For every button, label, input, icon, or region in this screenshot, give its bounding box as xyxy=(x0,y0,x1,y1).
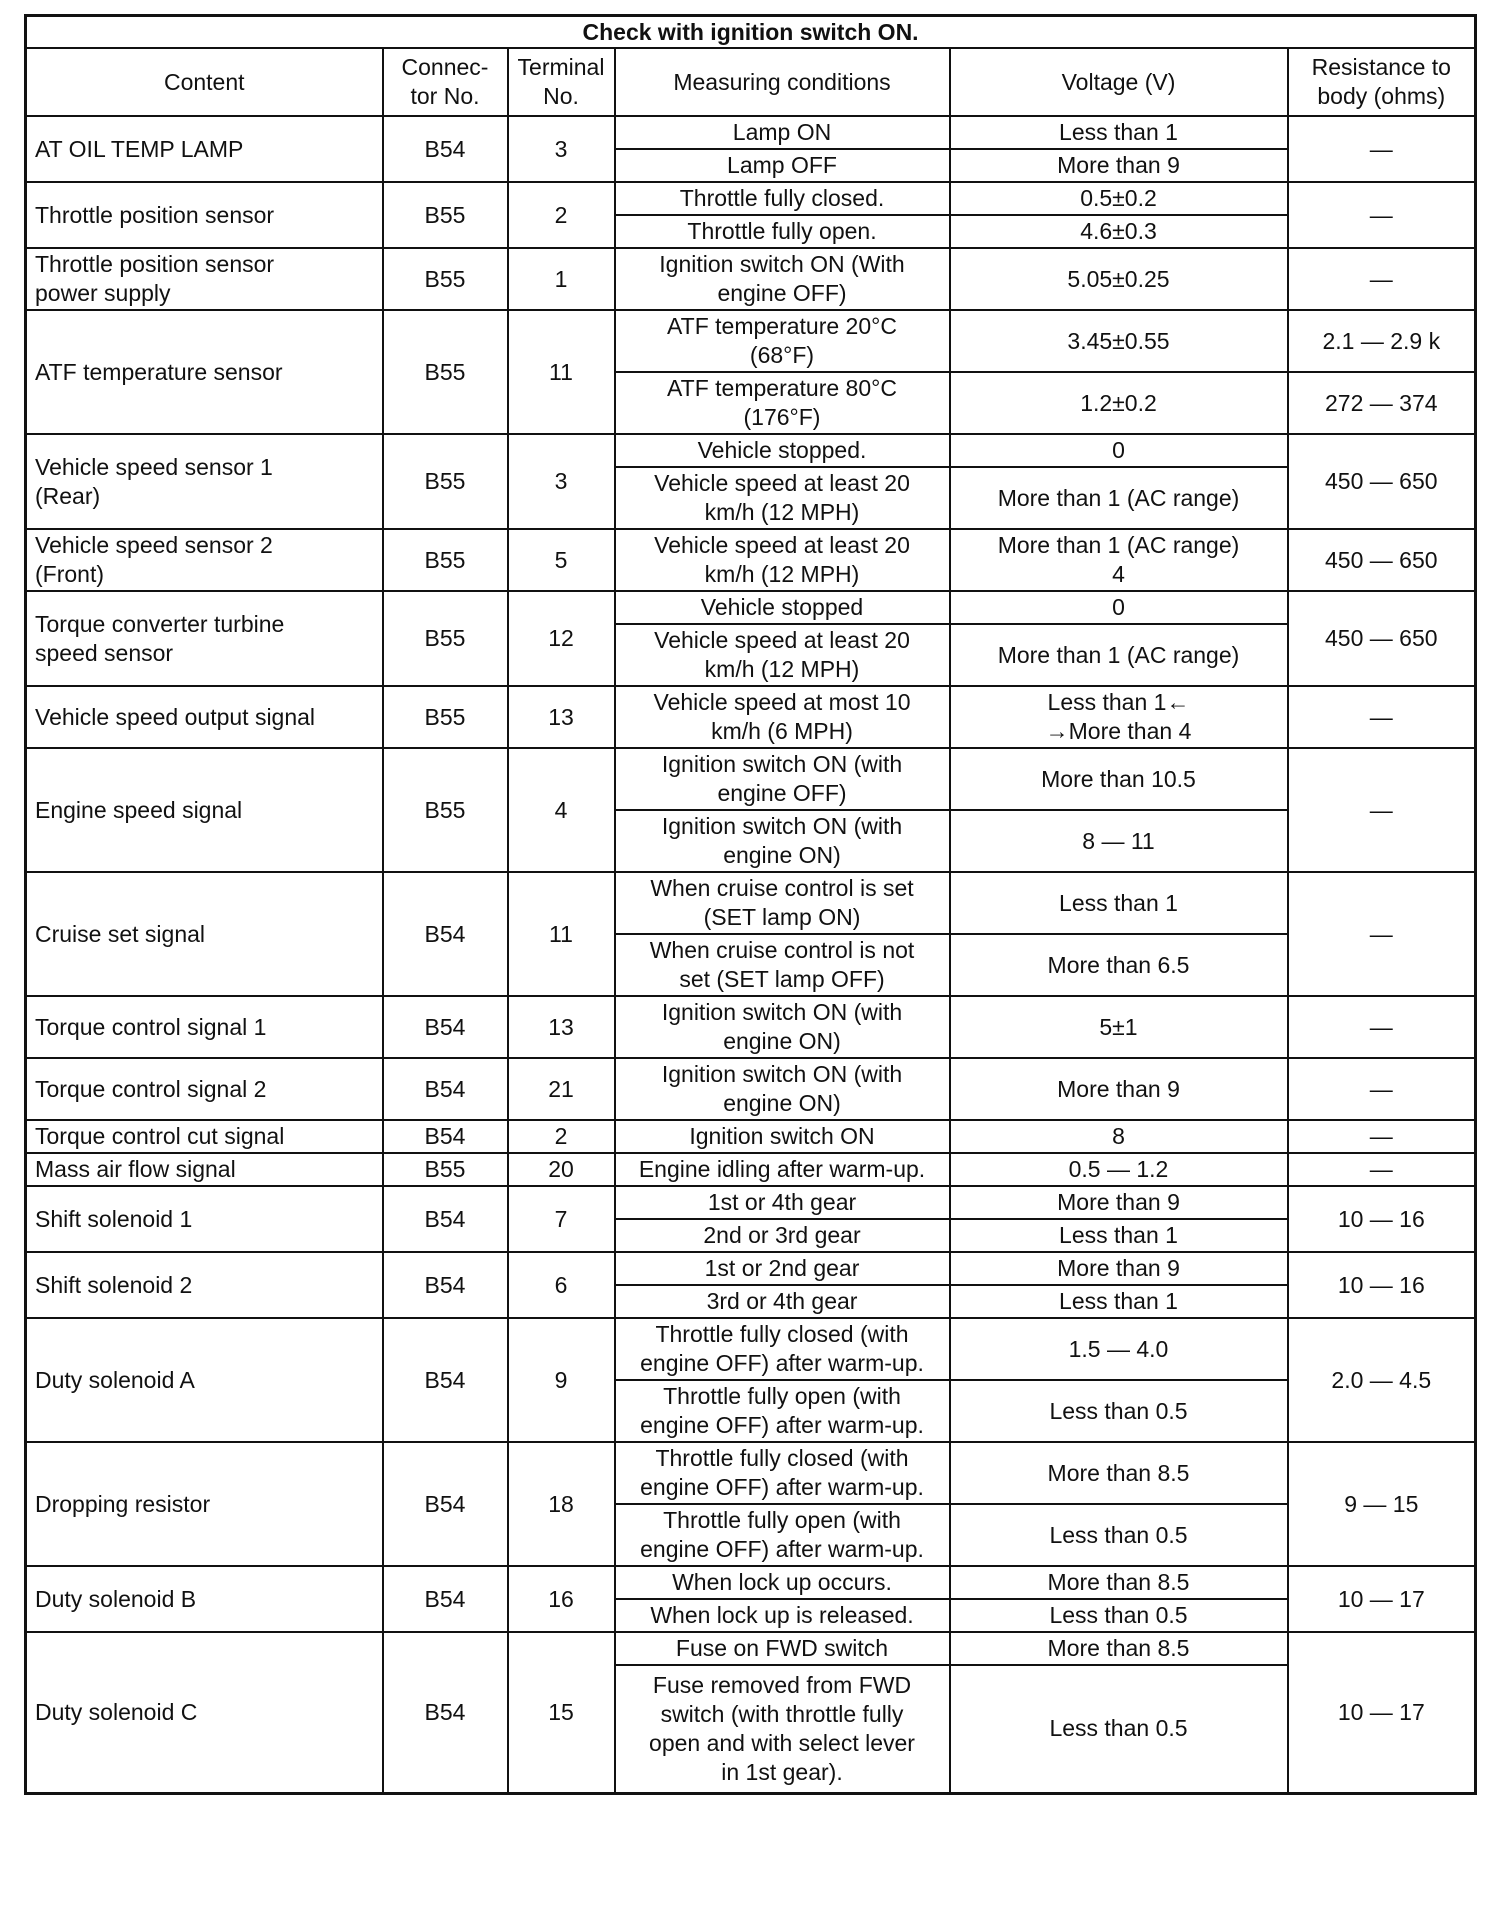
terminal-cell: 6 xyxy=(508,1252,615,1318)
table-row xyxy=(26,1632,1476,1665)
resistance-cell: 2.0 — 4.5 xyxy=(1288,1318,1476,1442)
voltage-cell: 8 xyxy=(950,1120,1288,1153)
content-cell: Torque control cut signal xyxy=(26,1120,383,1153)
header-connector-label: Connec- tor No. xyxy=(401,54,489,109)
condition-cell: Lamp OFF xyxy=(615,149,950,182)
content-cell: Torque control signal 1 xyxy=(26,996,383,1058)
table-row xyxy=(26,1153,1476,1186)
table-row xyxy=(26,591,1476,624)
content-cell: Dropping resistor xyxy=(26,1442,383,1566)
content-cell: Engine speed signal xyxy=(26,748,383,872)
condition-cell: Ignition switch ON (With engine OFF) xyxy=(615,248,950,310)
content-cell: Vehicle speed output signal xyxy=(26,686,383,748)
condition-cell: Throttle fully closed. xyxy=(615,182,950,215)
header-content xyxy=(26,48,383,116)
resistance-cell: — xyxy=(1288,748,1476,872)
terminal-cell: 3 xyxy=(508,434,615,529)
connector-cell: B54 xyxy=(383,1186,508,1252)
terminal-cell: 2 xyxy=(508,182,615,248)
resistance-cell: — xyxy=(1288,1058,1476,1120)
terminal-cell: 4 xyxy=(508,748,615,872)
header-resistance xyxy=(1288,48,1476,116)
header-connector xyxy=(383,48,508,116)
resistance-cell: 10 — 16 xyxy=(1288,1252,1476,1318)
condition-cell: Vehicle speed at most 10 km/h (6 MPH) xyxy=(615,686,950,748)
condition-cell: Throttle fully open. xyxy=(615,215,950,248)
content-cell: Throttle position sensor xyxy=(26,182,383,248)
terminal-cell: 16 xyxy=(508,1566,615,1632)
connector-cell: B54 xyxy=(383,1058,508,1120)
resistance-cell: — xyxy=(1288,116,1476,182)
header-conditions-label: Measuring conditions xyxy=(673,68,891,95)
voltage-cell: 5±1 xyxy=(950,996,1288,1058)
voltage-cell: More than 9 xyxy=(950,1186,1288,1219)
condition-cell: Vehicle speed at least 20 km/h (12 MPH) xyxy=(615,624,950,686)
header-terminal-label: Terminal No. xyxy=(517,54,605,109)
terminal-cell: 7 xyxy=(508,1186,615,1252)
content-cell: Throttle position sensor power supply xyxy=(26,248,383,310)
resistance-cell: — xyxy=(1288,996,1476,1058)
connector-cell: B54 xyxy=(383,1566,508,1632)
condition-cell: Vehicle stopped. xyxy=(615,434,950,467)
content-cell: Duty solenoid C xyxy=(26,1632,383,1793)
condition-cell: ATF temperature 80°C (176°F) xyxy=(615,372,950,434)
terminal-cell: 20 xyxy=(508,1153,615,1186)
condition-cell: 3rd or 4th gear xyxy=(615,1285,950,1318)
resistance-cell: 450 — 650 xyxy=(1288,591,1476,686)
connector-cell: B54 xyxy=(383,1318,508,1442)
table-row xyxy=(26,529,1476,591)
condition-cell: When lock up occurs. xyxy=(615,1566,950,1599)
table-row xyxy=(26,434,1476,467)
resistance-cell: — xyxy=(1288,872,1476,996)
resistance-cell: 10 — 17 xyxy=(1288,1566,1476,1632)
condition-cell: Vehicle stopped xyxy=(615,591,950,624)
condition-cell: Vehicle speed at least 20 km/h (12 MPH) xyxy=(615,529,950,591)
resistance-cell: 450 — 650 xyxy=(1288,434,1476,529)
voltage-cell: 8 — 11 xyxy=(950,810,1288,872)
voltage-cell: Less than 1 xyxy=(950,116,1288,149)
voltage-cell: Less than 0.5 xyxy=(950,1599,1288,1632)
table-row xyxy=(26,116,1476,149)
voltage-cell: Less than 1← →More than 4 xyxy=(950,686,1288,748)
resistance-cell: — xyxy=(1288,686,1476,748)
connector-cell: B55 xyxy=(383,248,508,310)
header-conditions xyxy=(615,48,950,116)
spec-table-container xyxy=(24,14,1474,1795)
content-cell: Duty solenoid A xyxy=(26,1318,383,1442)
voltage-cell: 1.2±0.2 xyxy=(950,372,1288,434)
voltage-cell: More than 8.5 xyxy=(950,1566,1288,1599)
voltage-cell: More than 10.5 xyxy=(950,748,1288,810)
terminal-cell: 11 xyxy=(508,872,615,996)
condition-cell: Throttle fully closed (with engine OFF) after warm-up. xyxy=(615,1442,950,1504)
connector-cell: B54 xyxy=(383,1632,508,1793)
condition-cell: Ignition switch ON (with engine ON) xyxy=(615,996,950,1058)
header-voltage xyxy=(950,48,1288,116)
connector-cell: B55 xyxy=(383,1153,508,1186)
table-row xyxy=(26,182,1476,215)
voltage-cell: 4.6±0.3 xyxy=(950,215,1288,248)
connector-cell: B55 xyxy=(383,591,508,686)
condition-cell: Ignition switch ON xyxy=(615,1120,950,1153)
connector-cell: B55 xyxy=(383,434,508,529)
resistance-cell: — xyxy=(1288,1153,1476,1186)
condition-cell: Throttle fully open (with engine OFF) after warm-up. xyxy=(615,1504,950,1566)
header-voltage-label: Voltage (V) xyxy=(1061,68,1176,95)
content-cell: AT OIL TEMP LAMP xyxy=(26,116,383,182)
spec-table xyxy=(24,14,1477,1795)
content-cell: Vehicle speed sensor 2 (Front) xyxy=(26,529,383,591)
voltage-cell: 0 xyxy=(950,591,1288,624)
table-row xyxy=(26,872,1476,934)
terminal-cell: 21 xyxy=(508,1058,615,1120)
condition-cell: Vehicle speed at least 20 km/h (12 MPH) xyxy=(615,467,950,529)
condition-cell: When cruise control is not set (SET lamp OFF) xyxy=(615,934,950,996)
connector-cell: B54 xyxy=(383,996,508,1058)
connector-cell: B55 xyxy=(383,182,508,248)
connector-cell: B54 xyxy=(383,872,508,996)
condition-cell: 1st or 2nd gear xyxy=(615,1252,950,1285)
resistance-cell: — xyxy=(1288,1120,1476,1153)
terminal-cell: 15 xyxy=(508,1632,615,1793)
condition-cell: Ignition switch ON (with engine ON) xyxy=(615,810,950,872)
resistance-cell: — xyxy=(1288,248,1476,310)
terminal-cell: 2 xyxy=(508,1120,615,1153)
voltage-cell: More than 8.5 xyxy=(950,1442,1288,1504)
connector-cell: B54 xyxy=(383,1120,508,1153)
content-cell: Shift solenoid 1 xyxy=(26,1186,383,1252)
condition-cell: 1st or 4th gear xyxy=(615,1186,950,1219)
voltage-cell: More than 1 (AC range) xyxy=(950,467,1288,529)
condition-cell: Throttle fully open (with engine OFF) after warm-up. xyxy=(615,1380,950,1442)
voltage-cell: Less than 1 xyxy=(950,872,1288,934)
voltage-cell: More than 9 xyxy=(950,149,1288,182)
table-row xyxy=(26,996,1476,1058)
table-title: Check with ignition switch ON. xyxy=(26,16,1476,49)
voltage-cell: More than 9 xyxy=(950,1252,1288,1285)
terminal-cell: 1 xyxy=(508,248,615,310)
terminal-cell: 13 xyxy=(508,996,615,1058)
condition-cell: Lamp ON xyxy=(615,116,950,149)
table-row xyxy=(26,1318,1476,1380)
table-row xyxy=(26,686,1476,748)
connector-cell: B54 xyxy=(383,116,508,182)
content-cell: ATF temperature sensor xyxy=(26,310,383,434)
voltage-cell: More than 1 (AC range) xyxy=(950,624,1288,686)
condition-cell: Throttle fully closed (with engine OFF) after warm-up. xyxy=(615,1318,950,1380)
connector-cell: B55 xyxy=(383,686,508,748)
voltage-cell: More than 9 xyxy=(950,1058,1288,1120)
condition-cell: Ignition switch ON (with engine OFF) xyxy=(615,748,950,810)
terminal-cell: 3 xyxy=(508,116,615,182)
content-cell: Torque control signal 2 xyxy=(26,1058,383,1120)
table-body xyxy=(26,116,1476,1793)
resistance-cell: — xyxy=(1288,182,1476,248)
table-row xyxy=(26,310,1476,372)
resistance-cell: 10 — 16 xyxy=(1288,1186,1476,1252)
condition-cell: When cruise control is set (SET lamp ON) xyxy=(615,872,950,934)
table-row xyxy=(26,748,1476,810)
voltage-cell: Less than 0.5 xyxy=(950,1380,1288,1442)
condition-cell: Engine idling after warm-up. xyxy=(615,1153,950,1186)
header-resistance-label: Resistance to body (ohms) xyxy=(1311,54,1451,109)
table-row xyxy=(26,1442,1476,1504)
voltage-cell: 0.5±0.2 xyxy=(950,182,1288,215)
content-cell: Cruise set signal xyxy=(26,872,383,996)
content-cell: Duty solenoid B xyxy=(26,1566,383,1632)
content-cell: Vehicle speed sensor 1 (Rear) xyxy=(26,434,383,529)
voltage-cell: 3.45±0.55 xyxy=(950,310,1288,372)
table-row xyxy=(26,248,1476,310)
terminal-cell: 5 xyxy=(508,529,615,591)
connector-cell: B54 xyxy=(383,1252,508,1318)
voltage-cell: Less than 1 xyxy=(950,1219,1288,1252)
connector-cell: B55 xyxy=(383,748,508,872)
terminal-cell: 18 xyxy=(508,1442,615,1566)
terminal-cell: 11 xyxy=(508,310,615,434)
voltage-cell: More than 8.5 xyxy=(950,1632,1288,1665)
voltage-cell: 0.5 — 1.2 xyxy=(950,1153,1288,1186)
voltage-cell: More than 6.5 xyxy=(950,934,1288,996)
voltage-cell: Less than 1 xyxy=(950,1285,1288,1318)
condition-cell: Ignition switch ON (with engine ON) xyxy=(615,1058,950,1120)
voltage-cell: Less than 0.5 xyxy=(950,1504,1288,1566)
voltage-cell: More than 1 (AC range) 4 xyxy=(950,529,1288,591)
content-cell: Torque converter turbine speed sensor xyxy=(26,591,383,686)
resistance-cell: 9 — 15 xyxy=(1288,1442,1476,1566)
content-cell: Mass air flow signal xyxy=(26,1153,383,1186)
voltage-cell: 1.5 — 4.0 xyxy=(950,1318,1288,1380)
table-row xyxy=(26,1566,1476,1599)
header-terminal xyxy=(508,48,615,116)
connector-cell: B54 xyxy=(383,1442,508,1566)
table-row xyxy=(26,1120,1476,1153)
condition-cell: ATF temperature 20°C (68°F) xyxy=(615,310,950,372)
terminal-cell: 9 xyxy=(508,1318,615,1442)
table-row xyxy=(26,1058,1476,1120)
terminal-cell: 13 xyxy=(508,686,615,748)
condition-cell: Fuse removed from FWD switch (with throttle fully open and with select lever in 1st gear). xyxy=(615,1665,950,1793)
resistance-cell: 10 — 17 xyxy=(1288,1632,1476,1793)
connector-cell: B55 xyxy=(383,529,508,591)
resistance-cell: 272 — 374 xyxy=(1288,372,1476,434)
voltage-cell: Less than 0.5 xyxy=(950,1665,1288,1793)
condition-cell: When lock up is released. xyxy=(615,1599,950,1632)
terminal-cell: 12 xyxy=(508,591,615,686)
voltage-cell: 5.05±0.25 xyxy=(950,248,1288,310)
table-row xyxy=(26,1186,1476,1219)
connector-cell: B55 xyxy=(383,310,508,434)
header-content-label: Content xyxy=(163,68,245,95)
table-row xyxy=(26,1252,1476,1285)
content-cell: Shift solenoid 2 xyxy=(26,1252,383,1318)
resistance-cell: 450 — 650 xyxy=(1288,529,1476,591)
resistance-cell: 2.1 — 2.9 k xyxy=(1288,310,1476,372)
condition-cell: 2nd or 3rd gear xyxy=(615,1219,950,1252)
voltage-cell: 0 xyxy=(950,434,1288,467)
condition-cell: Fuse on FWD switch xyxy=(615,1632,950,1665)
